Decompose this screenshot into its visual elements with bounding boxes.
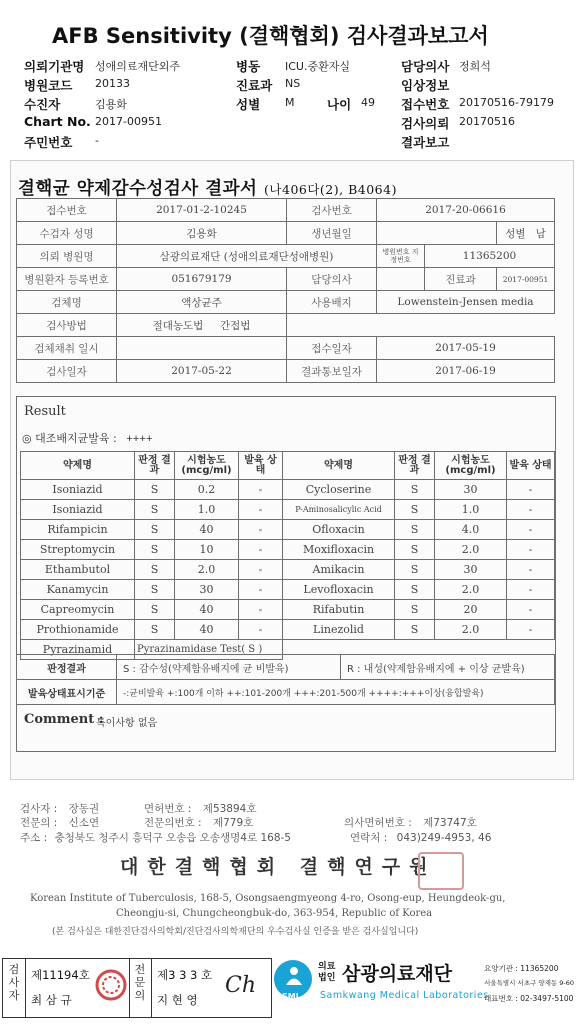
- certification-note: (본 검사실은 대한진단검사의학회/진단검사의학재단의 우수검사실 인증을 받은 검사실입니다): [52, 927, 419, 937]
- drug-name: Capreomycin: [21, 600, 135, 620]
- header-drug: 약제명: [21, 452, 135, 480]
- doctor-license-line: [344, 815, 477, 830]
- info-row: [17, 337, 555, 360]
- blank-cell: [377, 314, 555, 337]
- drug-name: Linezolid: [283, 620, 395, 640]
- drug-result: S: [135, 580, 175, 600]
- growth-legend-label: 발육상태표시기준: [17, 680, 117, 705]
- drug-row: [21, 600, 555, 620]
- blank-cell: [287, 314, 377, 337]
- medium-value: Lowenstein-Jensen media: [377, 291, 555, 314]
- lab-address: 서울특별시 서초구 양재동 9-60: [484, 979, 575, 987]
- license-no: 제53894호: [202, 803, 257, 815]
- legend-row: [17, 655, 555, 680]
- header-label: 진료과: [236, 78, 273, 93]
- contact-label: 연락처 :: [350, 832, 388, 844]
- notify-label: 결과통보일자: [287, 360, 377, 383]
- header-conc: 시험농도 (mcg/ml): [175, 452, 239, 480]
- sig-examiner-name: 최 삼 규: [31, 993, 72, 1007]
- drug-concentration: 4.0: [435, 520, 507, 540]
- header-value: ICU.중환자실: [285, 60, 350, 73]
- sex-label: 성별: [505, 227, 526, 240]
- drug-growth: -: [239, 600, 283, 620]
- license-label: 면허번호 :: [144, 803, 192, 815]
- lab-logo-figure-icon: [284, 966, 304, 986]
- legend-table: [16, 654, 555, 705]
- info-row: [17, 245, 555, 268]
- pyrazinamidase-test: Pyrazinamidase Test( S ): [135, 640, 283, 660]
- lab-phone: 대표번호 : 02-3497-5100: [484, 994, 574, 1003]
- drug-row: [21, 540, 555, 560]
- drug-concentration: 2.0: [435, 580, 507, 600]
- header-value: 20170516-79179: [459, 96, 554, 109]
- drug-growth: -: [239, 560, 283, 580]
- info-row: [17, 199, 555, 222]
- drug-growth: -: [507, 600, 555, 620]
- doctor-license-no: 제73747호: [423, 817, 477, 829]
- control-growth-value: ++++: [126, 434, 153, 446]
- age-label: 나이: [327, 97, 352, 112]
- drug-result: S: [135, 540, 175, 560]
- specialist-no-label: 전문의번호 :: [144, 817, 202, 829]
- address-label: 주소 :: [20, 832, 48, 844]
- drug-table-body: [21, 480, 555, 640]
- sex-value: 남: [535, 227, 546, 240]
- form-title-main: 결핵균 약제감수성검사 결과서: [18, 179, 258, 199]
- drug-result: S: [135, 500, 175, 520]
- drug-growth: -: [239, 500, 283, 520]
- sig-specialist-label: 전문의: [134, 963, 146, 1002]
- contact-line: [350, 830, 491, 845]
- header-label: 주민번호: [24, 135, 73, 150]
- receive-value: 2017-05-19: [377, 337, 555, 360]
- drug-concentration: 30: [435, 480, 507, 500]
- address-line: [20, 830, 291, 845]
- drug-header-row: [21, 452, 555, 480]
- header-value: 성애의료재단외주: [95, 60, 181, 73]
- test-date-value: 2017-05-22: [117, 360, 287, 383]
- institute-address-en-2: Cheongju-si, Chungcheongbuk-do, 363-954, Republic of Korea: [116, 908, 433, 919]
- specialist-no-line: [144, 815, 253, 830]
- sig-specialist-no: 제3 3 3 호: [157, 968, 213, 982]
- collect-value: [117, 337, 287, 360]
- doctor-value: [377, 268, 425, 291]
- lab-logo-tag: SML: [282, 992, 301, 1001]
- test-date-label: 검사일자: [17, 360, 117, 383]
- comment-text: 특이사항 없음: [96, 718, 158, 729]
- judge-label: 판정결과: [17, 655, 117, 680]
- drug-growth: -: [507, 500, 555, 520]
- receipt-no-label: 접수번호: [17, 199, 117, 222]
- drug-result: S: [395, 480, 435, 500]
- signature-box: [2, 958, 272, 1018]
- birth-label: 생년월일: [287, 222, 377, 245]
- drug-result: S: [135, 600, 175, 620]
- doctor-label: 담당의사: [287, 268, 377, 291]
- drug-concentration: 40: [175, 600, 239, 620]
- drug-concentration: 30: [175, 580, 239, 600]
- sex-cell: [497, 222, 555, 245]
- drug-growth: -: [507, 540, 555, 560]
- drug-name: Kanamycin: [21, 580, 135, 600]
- header-label: 임상정보: [401, 78, 450, 93]
- header-value: 2017-00951: [95, 115, 162, 128]
- header-drug: 약제명: [283, 452, 395, 480]
- exam-no-label: 검사번호: [287, 199, 377, 222]
- drug-growth: -: [507, 580, 555, 600]
- dept-value: 2017-00951: [497, 268, 555, 291]
- drug-name: Cycloserine: [283, 480, 395, 500]
- legend-row: [17, 680, 555, 705]
- examiner-seal-icon: [95, 969, 127, 1001]
- drug-row: [21, 580, 555, 600]
- drug-name: Pyrazinamid: [21, 640, 135, 660]
- divider: [129, 959, 130, 1017]
- address-value: 충청북도 청주시 흥덕구 오송읍 오송생명4로 168-5: [54, 832, 291, 844]
- drug-name: Moxifloxacin: [283, 540, 395, 560]
- header-label: Chart No.: [24, 114, 91, 129]
- drug-concentration: 2.0: [175, 560, 239, 580]
- method-label: 검사방법: [17, 314, 117, 337]
- header-value: M: [285, 96, 295, 109]
- specimen-label: 검체명: [17, 291, 117, 314]
- contact-value: 043)249-4953, 46: [396, 832, 492, 844]
- drug-concentration: 2.0: [435, 620, 507, 640]
- medium-label: 사용배지: [287, 291, 377, 314]
- sig-specialist-name: 지 현 영: [157, 993, 198, 1007]
- exam-no: 2017-20-06616: [377, 199, 555, 222]
- patient-info-table: [16, 198, 555, 383]
- control-growth-label: ◎ 대조배지균발육 :: [22, 432, 117, 445]
- form-title: [18, 175, 397, 200]
- method-value-2: 간접법: [219, 319, 251, 332]
- drug-growth: -: [239, 580, 283, 600]
- drug-result: S: [135, 480, 175, 500]
- drug-row: [21, 560, 555, 580]
- info-row: [17, 314, 555, 337]
- dept-label: 진료과: [425, 268, 497, 291]
- doctor-license-label: 의사면허번호 :: [344, 817, 412, 829]
- drug-concentration: 2.0: [435, 540, 507, 560]
- method-value: 절대농도법: [152, 319, 204, 332]
- header-label: 검사의뢰: [401, 116, 450, 131]
- header-value: 20133: [95, 77, 130, 90]
- specialist-label: 전문의 :: [20, 817, 58, 829]
- drug-name: Ethambutol: [21, 560, 135, 580]
- header-growth: 발육 상태: [507, 452, 555, 480]
- specialist-line: [20, 815, 99, 830]
- drug-result: S: [395, 560, 435, 580]
- result-label: Result: [24, 404, 66, 419]
- info-row: [17, 291, 555, 314]
- receive-label: 접수일자: [287, 337, 377, 360]
- lab-type: 의료 법인: [318, 962, 336, 983]
- specialist-signature: Ch: [225, 973, 257, 998]
- drug-growth: -: [507, 560, 555, 580]
- form-title-code: (나406다(2), B4064): [264, 182, 397, 197]
- header-label: 수진자: [24, 97, 61, 112]
- lab-code: 요양기관 : 11365200: [484, 964, 559, 973]
- drug-concentration: 1.0: [175, 500, 239, 520]
- drug-result: S: [395, 620, 435, 640]
- header-value: NS: [285, 77, 301, 90]
- drug-name: Rifabutin: [283, 600, 395, 620]
- reg-no-label: 병원환자 등록번호: [17, 268, 117, 291]
- drug-concentration: 0.2: [175, 480, 239, 500]
- drug-name: P-Aminosalicylic Acid: [283, 500, 395, 520]
- drug-name: Isoniazid: [21, 500, 135, 520]
- drug-growth: -: [239, 520, 283, 540]
- receipt-no: 2017-01-2-10245: [117, 199, 287, 222]
- drug-growth: -: [507, 520, 555, 540]
- drug-name: Isoniazid: [21, 480, 135, 500]
- drug-result: S: [395, 540, 435, 560]
- lab-name-en: Samkwang Medical Laboratories: [320, 990, 489, 1001]
- drug-concentration: 40: [175, 520, 239, 540]
- drug-result: S: [395, 500, 435, 520]
- divider: [151, 959, 152, 1017]
- sig-examiner-no: 제11194호: [31, 968, 90, 982]
- drug-row: [21, 480, 555, 500]
- drug-growth: -: [239, 540, 283, 560]
- drug-name: Streptomycin: [21, 540, 135, 560]
- info-row: [17, 360, 555, 383]
- collect-label: 검체채취 일시: [17, 337, 117, 360]
- lab-name: 삼광의료재단: [342, 963, 453, 985]
- header-result: 판정 결과: [395, 452, 435, 480]
- header-label: 결과보고: [401, 135, 450, 150]
- header-label: 병원코드: [24, 78, 73, 93]
- hospital-code-label: 병원번호 지정번호: [377, 245, 425, 268]
- drug-result: S: [395, 580, 435, 600]
- drug-name: Ofloxacin: [283, 520, 395, 540]
- drug-concentration: 1.0: [435, 500, 507, 520]
- specialist-no: 제779호: [212, 817, 254, 829]
- header-label: 담당의사: [401, 59, 450, 74]
- drug-growth: -: [507, 480, 555, 500]
- hospital-name: 삼광의료재단 (성애의료재단성애병원): [117, 245, 377, 268]
- drug-growth: -: [239, 620, 283, 640]
- header-label: 성별: [236, 97, 261, 112]
- patient-name-label: 수검자 성명: [17, 222, 117, 245]
- judge-s: S : 감수성(약제함유배지에 균 비발육): [117, 655, 341, 680]
- report-title: AFB Sensitivity (결핵협회) 검사결과보고서: [52, 24, 489, 48]
- header-value: -: [95, 134, 99, 147]
- drug-concentration: 20: [435, 600, 507, 620]
- header-value: 20170516: [459, 115, 515, 128]
- drug-result: S: [135, 520, 175, 540]
- drug-growth: -: [239, 480, 283, 500]
- drug-name: Levofloxacin: [283, 580, 395, 600]
- header-label: 병동: [236, 59, 261, 74]
- examiner-label: 검사자 :: [20, 803, 58, 815]
- drug-name: Rifampicin: [21, 520, 135, 540]
- drug-name: Prothionamide: [21, 620, 135, 640]
- drug-row: [21, 500, 555, 520]
- comment-label: Comment :: [24, 712, 104, 727]
- sig-examiner-label: 검사자: [8, 963, 20, 1002]
- drug-result: S: [135, 620, 175, 640]
- drug-concentration: 40: [175, 620, 239, 640]
- examiner-name: 장동권: [68, 803, 100, 815]
- institute-seal-stamp: [418, 852, 464, 890]
- drug-name: Amikacin: [283, 560, 395, 580]
- drug-row: [21, 620, 555, 640]
- reg-no: 051679179: [117, 268, 287, 291]
- examiner-line: [20, 801, 99, 816]
- header-value: 정희석: [459, 60, 491, 73]
- patient-name: 김용화: [117, 222, 287, 245]
- header-label: 의뢰기관명: [24, 59, 85, 74]
- header-result: 판정 결과: [135, 452, 175, 480]
- institute-address-en-1: Korean Institute of Tuberculosis, 168-5, Osongsaengmyeong 4-ro, Osong-eup, Heungdeok-gu,: [30, 893, 506, 904]
- specimen-value: 액상균주: [117, 291, 287, 314]
- specialist-name: 신소연: [68, 817, 100, 829]
- header-growth: 발육 상태: [239, 452, 283, 480]
- drug-result: S: [135, 560, 175, 580]
- judge-r: R : 내성(약제함유배지에 + 이상 균발육): [341, 655, 555, 680]
- age-value: 49: [361, 96, 375, 109]
- drug-concentration: 30: [435, 560, 507, 580]
- drug-concentration: 10: [175, 540, 239, 560]
- drug-result: S: [395, 520, 435, 540]
- info-row: [17, 222, 555, 245]
- header-value: 김용화: [95, 98, 127, 111]
- divider: [25, 959, 26, 1017]
- info-row: [17, 268, 555, 291]
- method-cell: [117, 314, 287, 337]
- hospital-code: 11365200: [425, 245, 555, 268]
- notify-value: 2017-06-19: [377, 360, 555, 383]
- header-label: 접수번호: [401, 97, 450, 112]
- drug-susceptibility-table: [20, 451, 555, 660]
- institute-name: 대한결핵협회 결핵연구원: [120, 856, 437, 878]
- license-line: [144, 801, 257, 816]
- hospital-label: 의뢰 병원명: [17, 245, 117, 268]
- birth-value: [377, 222, 497, 245]
- drug-growth: -: [507, 620, 555, 640]
- drug-row: [21, 520, 555, 540]
- drug-result: S: [395, 600, 435, 620]
- control-growth: [22, 430, 153, 446]
- growth-legend-text: -:균비발육 +:100개 이하 ++:101-200개 +++:201-500개 ++++:+++이상(융합발육): [117, 680, 555, 705]
- header-conc: 시험농도 (mcg/ml): [435, 452, 507, 480]
